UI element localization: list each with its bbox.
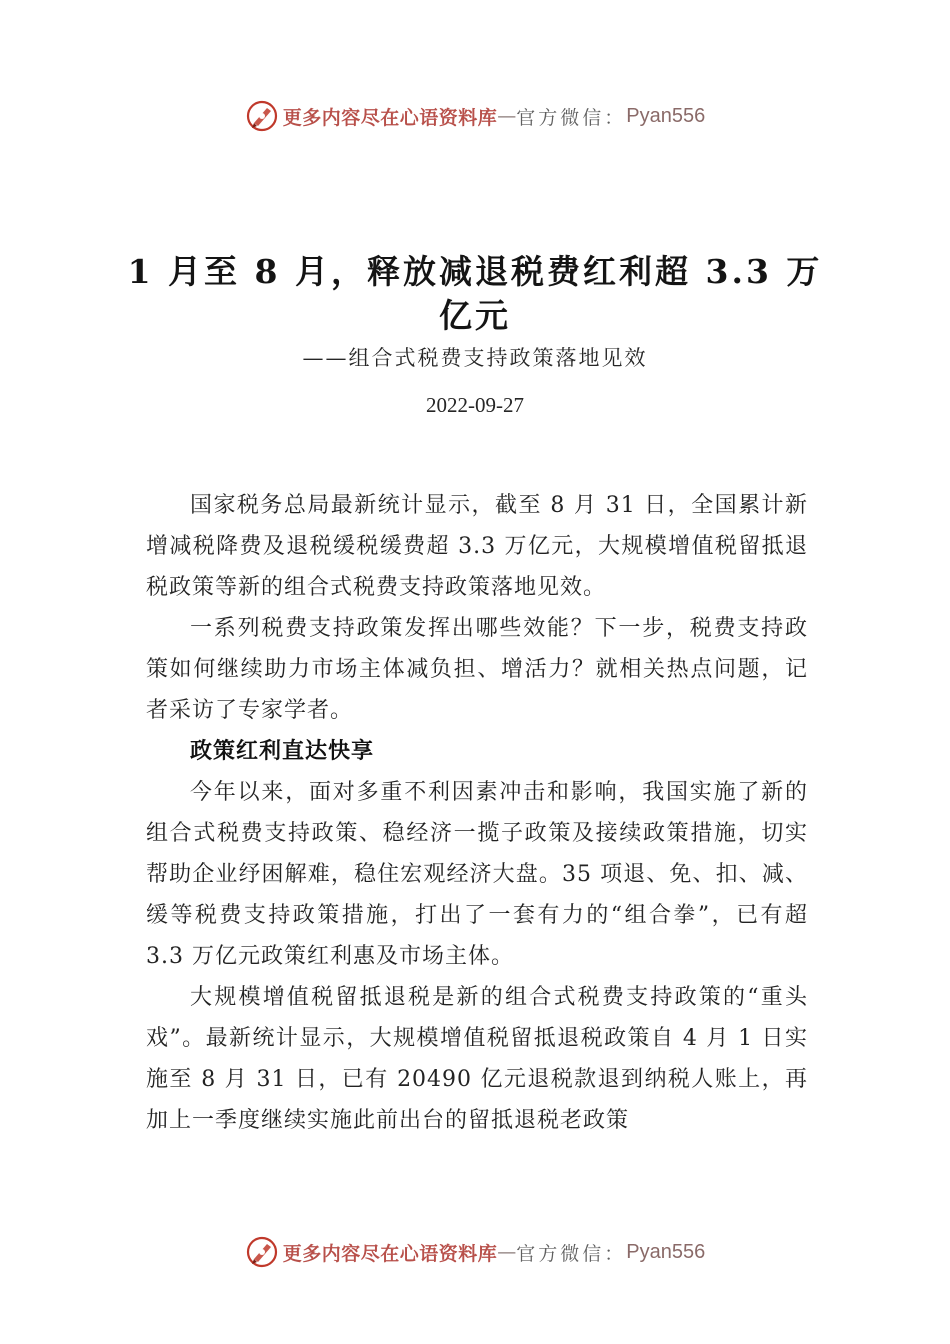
footer-watermark bbox=[0, 1232, 950, 1272]
watermark-label: 官方微信： bbox=[516, 106, 627, 129]
pen-logo-icon bbox=[245, 99, 279, 133]
body-paragraph: 国家税务总局最新统计显示，截至 8 月 31 日，全国累计新增减税降费及退税缓税缓费超 3.3 万亿元，大规模增值税留抵退税政策等新的组合式税费支持政策落地见效。 bbox=[146, 493, 808, 600]
article-date: 2022-09-27 bbox=[426, 393, 524, 417]
watermark-brand: 更多内容尽在心语资料库 bbox=[282, 106, 498, 129]
body-paragraph: 今年以来，面对多重不利因素冲击和影响，我国实施了新的组合式税费支持政策、稳经济一揽子政策及接续政策措施，切实帮助企业纾困解难，稳住宏观经济大盘。35 项退、免、扣、减、缓等税费支持政策措施，打出了一套有力的“组合拳”，已有超 3.3 万亿元政策红利惠及市场主体。 bbox=[146, 780, 808, 969]
watermark-dash: — bbox=[497, 1241, 517, 1263]
section-heading: 政策红利直达快享 bbox=[190, 738, 375, 764]
body-paragraph: 大规模增值税留抵退税是新的组合式税费支持政策的“重头戏”。最新统计显示，大规模增值税留抵退税政策自 4 月 1 日实施至 8 月 31 日，已有 20490 亿元退税款退到纳税人账上，再加上一季度继续实施此前出台的留抵退税老政策 bbox=[146, 985, 808, 1133]
pen-logo-icon bbox=[245, 1235, 279, 1269]
watermark-label: 官方微信： bbox=[516, 1242, 627, 1265]
watermark-wechat-id: Pyan556 bbox=[626, 1240, 706, 1263]
watermark-wechat-id: Pyan556 bbox=[626, 104, 706, 127]
body-paragraph: 一系列税费支持政策发挥出哪些效能？下一步，税费支持政策如何继续助力市场主体减负担、增活力？就相关热点问题，记者采访了专家学者。 bbox=[146, 616, 808, 723]
article-subtitle: ——组合式税费支持政策落地见效 bbox=[302, 346, 648, 370]
watermark-dash: — bbox=[497, 105, 517, 127]
header-watermark bbox=[0, 96, 950, 136]
watermark-brand: 更多内容尽在心语资料库 bbox=[282, 1242, 498, 1265]
article-title: 1 月至 8 月，释放减退税费红利超 3.3 万亿元 bbox=[127, 252, 823, 335]
article-body bbox=[146, 485, 808, 1141]
